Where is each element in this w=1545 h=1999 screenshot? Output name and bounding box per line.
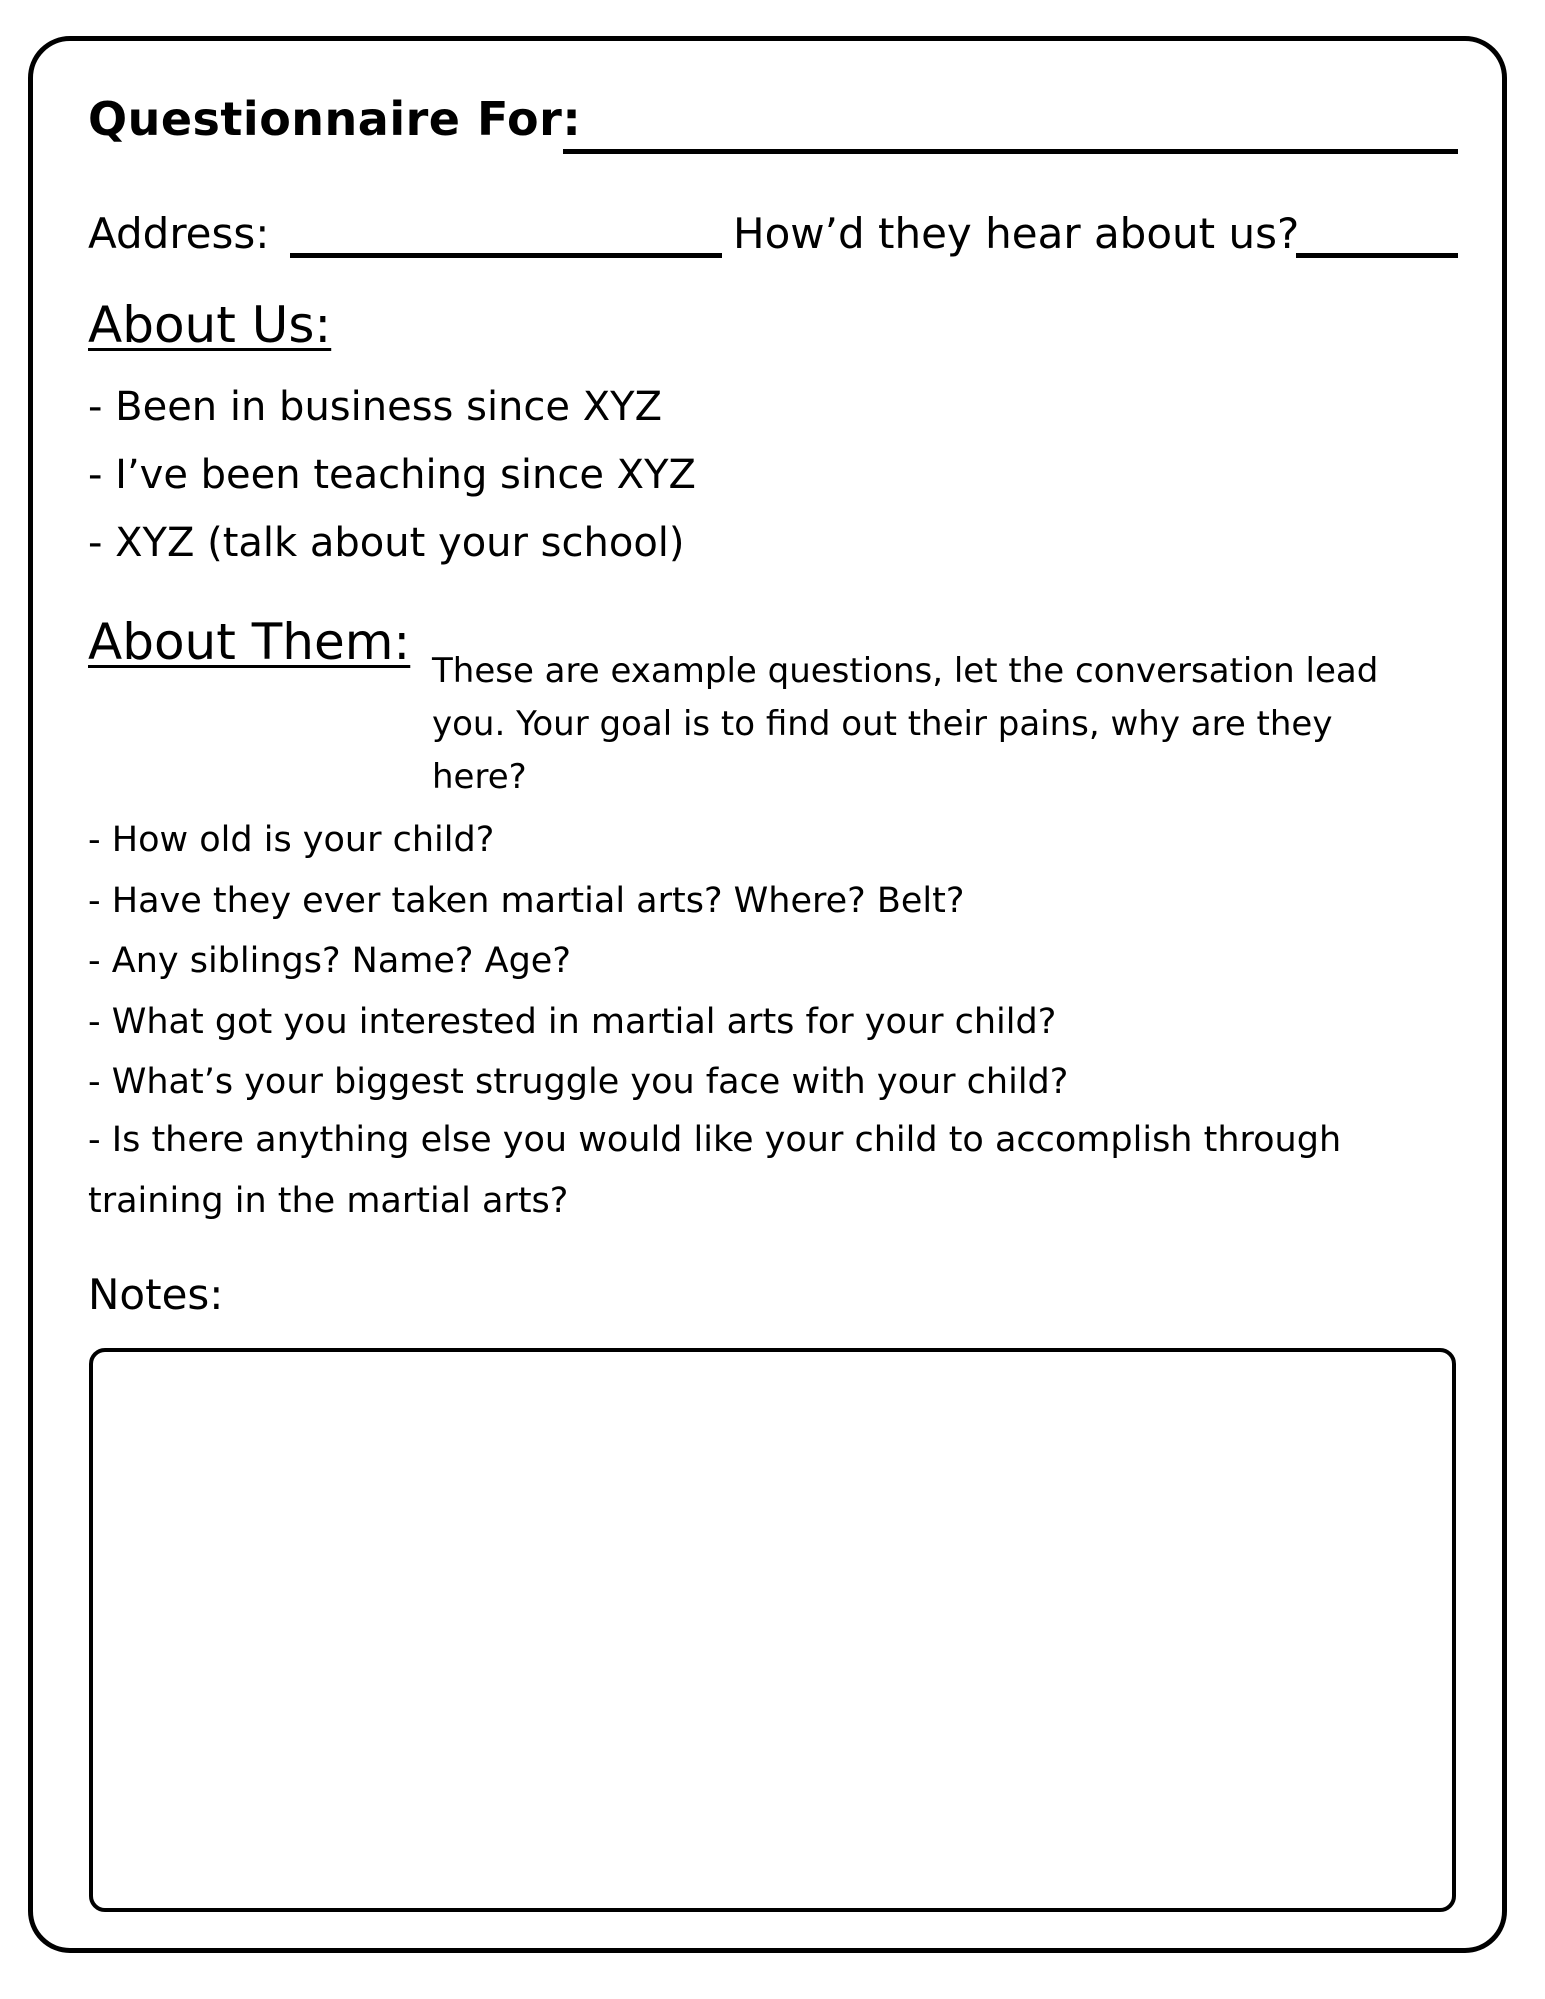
about-us-item: - I’ve been teaching since XYZ [88,452,696,498]
address-label: Address: [88,209,270,258]
about-us-heading: About Us: [88,296,332,354]
referral-blank-line[interactable] [1296,253,1458,258]
question-item: - Is there anything else you would like your child to accomplish through training in the martial arts? [88,1120,1342,1221]
question-item: - What got you interested in martial arts for your child? [88,1002,1057,1042]
question-item: - Any siblings? Name? Age? [88,941,571,981]
about-us-item: - Been in business since XYZ [88,384,662,430]
question-item: - Have they ever taken martial arts? Where? Belt? [88,881,965,921]
name-blank-line[interactable] [563,149,1458,154]
question-item: - How old is your child? [88,820,495,860]
referral-label: How’d they hear about us? [733,209,1300,258]
form-title: Questionnaire For: [88,92,582,146]
question-item: - What’s your biggest struggle you face with your child? [88,1062,1069,1102]
address-blank-line[interactable] [290,253,722,258]
about-them-heading: About Them: [88,613,411,671]
notes-box[interactable] [89,1348,1456,1912]
notes-label: Notes: [88,1270,224,1319]
interview-instructions: These are example questions, let the conversation lead you. Your goal is to find out their pains, why are they here? [432,651,1379,797]
about-us-item: - XYZ (talk about your school) [88,520,685,566]
